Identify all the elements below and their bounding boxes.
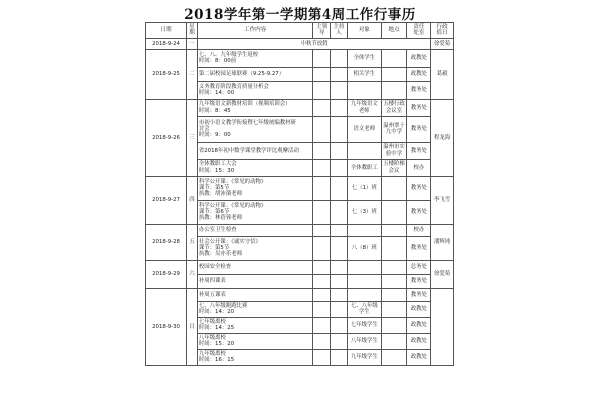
dept-cell: 教务处	[407, 99, 431, 116]
duty-cell: 潘辉钝	[431, 224, 454, 260]
content-cell: 七年级离校 时间：14：25	[197, 317, 313, 333]
duty-cell: 徐爱菊	[431, 260, 454, 288]
content-cell: 九年级语文新教材培训（视频培训会） 时间：8：45	[197, 99, 313, 116]
target-cell: 七（1）班	[348, 176, 382, 200]
target-cell: 九年级语文老师	[348, 99, 382, 116]
target-cell: 八年级学生	[348, 333, 382, 349]
dept-cell: 校办	[407, 159, 431, 176]
date-cell: 2018-9-24	[146, 38, 187, 49]
content-cell: 全体教职工大会 时间：15：30	[197, 159, 313, 176]
weekday-cell: 六	[187, 260, 198, 288]
header-leader: 主领 导	[313, 23, 330, 39]
table-row	[146, 99, 454, 116]
schedule-sheet	[145, 0, 455, 400]
content-cell: 中秋节放假	[197, 38, 430, 49]
date-cell: 2018-9-26	[146, 99, 187, 176]
content-cell: 第二届校园足球联赛（9.25-9.27）	[197, 67, 313, 81]
dept-cell: 教务处	[407, 236, 431, 260]
place-cell: 五楼阶梯会议	[381, 159, 407, 176]
dept-cell: 教务处	[407, 176, 431, 200]
weekday-cell: 日	[187, 288, 198, 365]
target-cell: 相关学生	[348, 67, 382, 81]
target-cell: 九年级学生	[348, 349, 382, 365]
weekday-cell: 四	[187, 176, 198, 224]
table-row	[146, 176, 454, 200]
dept-cell: 教务处	[407, 274, 431, 288]
date-cell: 2018-9-27	[146, 176, 187, 224]
target-cell: 七、八年级学生	[348, 301, 382, 317]
dept-cell: 政教处	[407, 349, 431, 365]
place-cell: 温州市实验中学	[381, 142, 407, 159]
header-target: 对象	[348, 23, 382, 39]
dept-cell: 政教处	[407, 67, 431, 81]
weekday-cell: 二	[187, 49, 198, 99]
target-cell: 八（8）班	[348, 236, 382, 260]
duty-cell: 徐爱菊	[431, 38, 454, 49]
dept-cell: 政教处	[407, 333, 431, 349]
target-cell: 语文老师	[348, 116, 382, 142]
content-cell: 补周五课表	[197, 288, 313, 301]
header-dept: 责任 处室	[407, 23, 431, 39]
content-cell: 校园安全检查	[197, 260, 313, 274]
target-cell: 全体学生	[348, 49, 382, 67]
content-cell: 七、八年级跑跑比赛 时间：14：20	[197, 301, 313, 317]
weekday-cell: 一	[187, 38, 198, 49]
dept-cell: 教务处	[407, 81, 431, 99]
dept-cell: 政教处	[407, 317, 431, 333]
target-cell: 全体教职工	[348, 159, 382, 176]
place-cell: 五楼行政会议室	[381, 99, 407, 116]
duty-cell: 葛毅	[431, 49, 454, 99]
place-cell: 温州翠十九中学	[381, 116, 407, 142]
header-weekday: 星期	[187, 23, 198, 39]
dept-cell: 政教处	[407, 49, 431, 67]
date-cell: 2018-9-30	[146, 288, 187, 365]
content-cell: 科学公开课：《常见的动物》 课节：第5节 执教：胡沛漪老师	[197, 176, 313, 200]
weekday-cell: 三	[187, 99, 198, 176]
content-cell: 市初小语文教学衔接暨七年级统编教材研 讨会 时间：9：00	[197, 116, 313, 142]
header-row	[146, 23, 454, 39]
content-cell: 社会公开课：《诚实守信》 课节：第5节 执教：吴亦乐老师	[197, 236, 313, 260]
content-cell: 七、八、九年级学生返校 时间：8：00前	[197, 49, 313, 67]
duty-cell: 李飞雪	[431, 176, 454, 224]
header-duty: 行政 值日	[431, 23, 454, 39]
content-cell: 义务教育阶段教育质量分析会 时间：14：00	[197, 81, 313, 99]
weekday-cell: 五	[187, 224, 198, 260]
content-cell: 补周四课表	[197, 274, 313, 288]
dept-cell: 教务处	[407, 200, 431, 224]
content-cell: 办公室卫生检查	[197, 224, 313, 236]
header-content: 工作内容	[197, 23, 313, 39]
content-cell: 省2018年初中数学课堂教学评比观摩活动	[197, 142, 313, 159]
header-date: 日期	[146, 23, 187, 39]
date-cell: 2018-9-25	[146, 49, 187, 99]
date-cell: 2018-9-28	[146, 224, 187, 260]
target-cell: 七（3）班	[348, 200, 382, 224]
dept-cell: 教务处	[407, 116, 431, 142]
schedule-table	[145, 22, 454, 366]
content-cell: 九年级离校 时间：16：15	[197, 349, 313, 365]
header-host: 主持人	[330, 23, 347, 39]
dept-cell: 总务处	[407, 260, 431, 274]
dept-cell: 政教处	[407, 301, 431, 317]
table-row	[146, 49, 454, 67]
dept-cell: 教务处	[407, 288, 431, 301]
dept-cell: 教务处	[407, 142, 431, 159]
table-row	[146, 224, 454, 236]
header-place: 地点	[381, 23, 407, 39]
table-row	[146, 288, 454, 301]
table-row	[146, 38, 454, 49]
target-cell: 七年级学生	[348, 317, 382, 333]
date-cell: 2018-9-29	[146, 260, 187, 288]
duty-cell: 程龙海	[431, 99, 454, 176]
document-title: 2018学年第一学期第4周工作行事历	[184, 7, 416, 23]
table-row	[146, 260, 454, 274]
content-cell: 八年级离校 时间：15：20	[197, 333, 313, 349]
duty-cell	[431, 288, 454, 365]
content-cell: 科学公开课：《常见的动物》 课节：第6节 执教：林蓓蓉老师	[197, 200, 313, 224]
dept-cell: 校办	[407, 224, 431, 236]
